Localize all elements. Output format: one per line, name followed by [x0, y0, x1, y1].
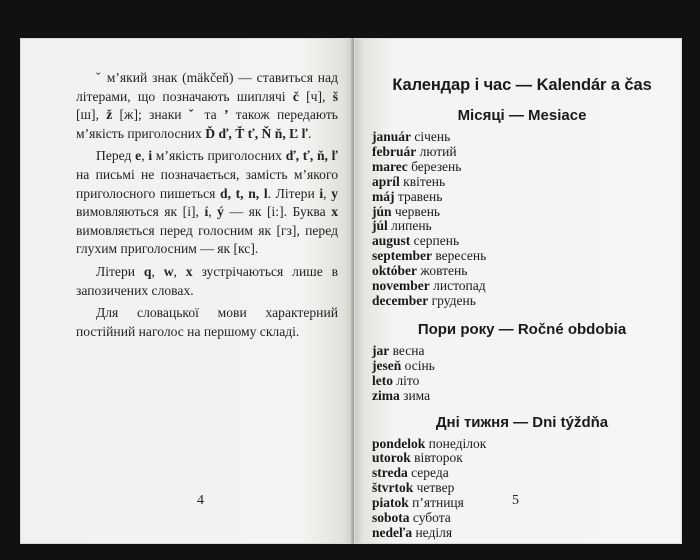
- slovak-word: február: [372, 143, 417, 159]
- ukrainian-word: квітень: [399, 173, 446, 189]
- vocab-entry: [372, 130, 672, 145]
- text-run: вимовляються як [і],: [76, 204, 205, 220]
- bold-letter-run: d, t, n, l: [220, 185, 268, 201]
- ukrainian-word: липень: [387, 218, 432, 234]
- vocab-entry: [372, 437, 672, 452]
- section-title-seasons: Пори року — Ročné obdobia: [417, 320, 627, 338]
- ukrainian-word: субота: [409, 510, 451, 526]
- bold-letter-run: Ď ď, Ť ť, Ň ň, Ľ ľ: [205, 125, 308, 141]
- ukrainian-word: травень: [394, 188, 443, 204]
- paragraph-2: [76, 147, 338, 259]
- ukrainian-word: осінь: [401, 357, 435, 373]
- ukrainian-word: п’ятниця: [408, 495, 464, 511]
- text-run: [ж]; знаки: [112, 107, 189, 123]
- bold-letter-run: i: [148, 148, 153, 164]
- ukrainian-word: весна: [389, 342, 425, 358]
- page-number-right: 5: [512, 493, 519, 508]
- text-run: ,: [208, 204, 218, 220]
- ukrainian-word: неділя: [412, 524, 453, 540]
- vocab-entry: [372, 389, 672, 404]
- paragraph-1: [76, 69, 338, 143]
- left-page-text: [76, 69, 338, 345]
- bold-letter-run: ˇ: [188, 107, 198, 123]
- ukrainian-word: березень: [407, 158, 462, 174]
- text-run: Для словацької мови характерний постійний наголос на першому складі.: [76, 305, 338, 339]
- text-run: ˇ м’який знак (mäkčeň) — ставиться над літерами, що позначають шиплячі: [76, 70, 338, 104]
- ukrainian-word: зима: [399, 387, 431, 403]
- text-run: ,: [173, 263, 186, 279]
- slovak-word: sobota: [372, 510, 410, 526]
- slovak-word: utorok: [372, 450, 411, 466]
- vocab-entry: [372, 219, 672, 234]
- slovak-word: august: [372, 233, 411, 249]
- bold-letter-run: e: [135, 148, 142, 164]
- vocab-entry: [372, 526, 672, 541]
- ukrainian-word: жовтень: [417, 263, 468, 279]
- left-page: [20, 38, 354, 544]
- vocab-entry: [372, 234, 672, 249]
- text-run: Перед: [96, 148, 136, 164]
- text-run: [ч],: [298, 88, 333, 104]
- slovak-word: nedeľa: [372, 524, 413, 540]
- text-run: . Літери: [267, 185, 320, 201]
- text-run: ,: [151, 263, 164, 279]
- bold-letter-run: q: [143, 263, 152, 279]
- ukrainian-word: четвер: [413, 480, 455, 496]
- text-run: зустрічаються лише в запозичених словах.: [76, 263, 338, 298]
- bold-letter-run: č: [292, 88, 299, 104]
- slovak-word: leto: [372, 372, 393, 388]
- slovak-word: máj: [372, 188, 395, 204]
- text-run: — як [і:]. Буква: [223, 204, 332, 220]
- slovak-word: november: [372, 278, 430, 294]
- vocab-entry: [372, 451, 672, 466]
- vocab-entry: [372, 481, 672, 496]
- ukrainian-word: середа: [407, 465, 449, 481]
- bold-letter-run: ď, ť, ň, ľ: [285, 148, 339, 164]
- vocab-list-seasons: [372, 344, 672, 404]
- slovak-word: október: [372, 263, 417, 279]
- paragraph-4: [76, 304, 338, 341]
- bold-letter-run: w: [163, 263, 174, 279]
- ukrainian-word: серпень: [410, 233, 460, 249]
- text-run: Літери: [96, 263, 144, 279]
- ukrainian-word: січень: [411, 129, 451, 144]
- vocab-entry: [372, 294, 672, 309]
- vocab-list-months: [372, 130, 672, 309]
- bold-letter-run: y: [331, 185, 338, 201]
- ukrainian-word: листопад: [429, 278, 486, 294]
- section-title-months: Місяці — Mesiace: [457, 107, 587, 124]
- vocab-entry: [372, 175, 672, 190]
- text-run: ,: [141, 148, 149, 164]
- ukrainian-word: лютий: [416, 143, 457, 159]
- bold-letter-run: x: [185, 263, 193, 279]
- ukrainian-word: літо: [393, 372, 420, 388]
- ukrainian-word: понеділок: [425, 435, 487, 451]
- slovak-word: júl: [372, 218, 388, 234]
- vocab-list-days: [372, 437, 672, 541]
- slovak-word: pondelok: [372, 435, 426, 451]
- text-run: [ш],: [76, 107, 107, 123]
- text-run: на письмі не позначається, замість м’якого приголосного пишеться: [76, 166, 338, 201]
- vocab-entry: [372, 145, 672, 160]
- vocab-entry: [372, 496, 672, 511]
- vocab-entry: [372, 466, 672, 481]
- text-run: м’якість приголосних: [152, 148, 286, 164]
- vocab-entry: [372, 279, 672, 294]
- vocab-entry: [372, 344, 672, 359]
- vocab-entry: [372, 264, 672, 279]
- vocabulary-content: [372, 76, 672, 541]
- text-run: вимовляється перед голосним як [гз], перед глухим приголосним — як [кс].: [76, 222, 338, 257]
- ukrainian-word: вересень: [431, 248, 487, 264]
- page-number-left: 4: [197, 493, 204, 508]
- text-run: та: [197, 107, 224, 123]
- ukrainian-word: вівторок: [410, 450, 463, 466]
- open-book: [20, 38, 682, 544]
- bold-letter-run: ž: [106, 107, 113, 123]
- vocab-entry: [372, 249, 672, 264]
- slovak-word: jeseň: [372, 357, 402, 373]
- bold-letter-run: x: [331, 204, 339, 220]
- bold-letter-run: i: [319, 185, 324, 201]
- bold-letter-run: š: [332, 88, 338, 104]
- vocab-entry: [372, 160, 672, 175]
- slovak-word: zima: [372, 387, 400, 403]
- slovak-word: štvrtok: [372, 480, 414, 496]
- text-run: .: [307, 125, 312, 141]
- slovak-word: piatok: [372, 495, 409, 511]
- bold-letter-run: í: [204, 204, 209, 220]
- text-run: також передають м’якість приголосних: [76, 107, 338, 141]
- slovak-word: apríl: [372, 173, 400, 189]
- slovak-word: september: [372, 248, 432, 264]
- ukrainian-word: червень: [391, 203, 441, 219]
- page-title: Календар і час — Kalendár a čas: [392, 76, 652, 94]
- slovak-word: jar: [372, 342, 390, 358]
- vocab-entry: [372, 511, 672, 526]
- vocab-entry: [372, 190, 672, 205]
- slovak-word: december: [372, 292, 429, 308]
- vocab-entry: [372, 205, 672, 220]
- slovak-word: jún: [372, 203, 392, 219]
- paragraph-3: [76, 263, 338, 300]
- bold-letter-run: ʼ: [223, 107, 229, 123]
- ukrainian-word: грудень: [428, 292, 476, 308]
- section-title-days: Дні тижня — Dni týždňa: [435, 413, 609, 431]
- text-run: ,: [323, 185, 332, 201]
- slovak-word: január: [372, 129, 412, 144]
- right-page: [354, 38, 682, 544]
- vocab-entry: [372, 359, 672, 374]
- vocab-entry: [372, 374, 672, 389]
- slovak-word: streda: [372, 465, 408, 481]
- slovak-word: marec: [372, 158, 408, 174]
- bold-letter-run: ý: [217, 204, 224, 220]
